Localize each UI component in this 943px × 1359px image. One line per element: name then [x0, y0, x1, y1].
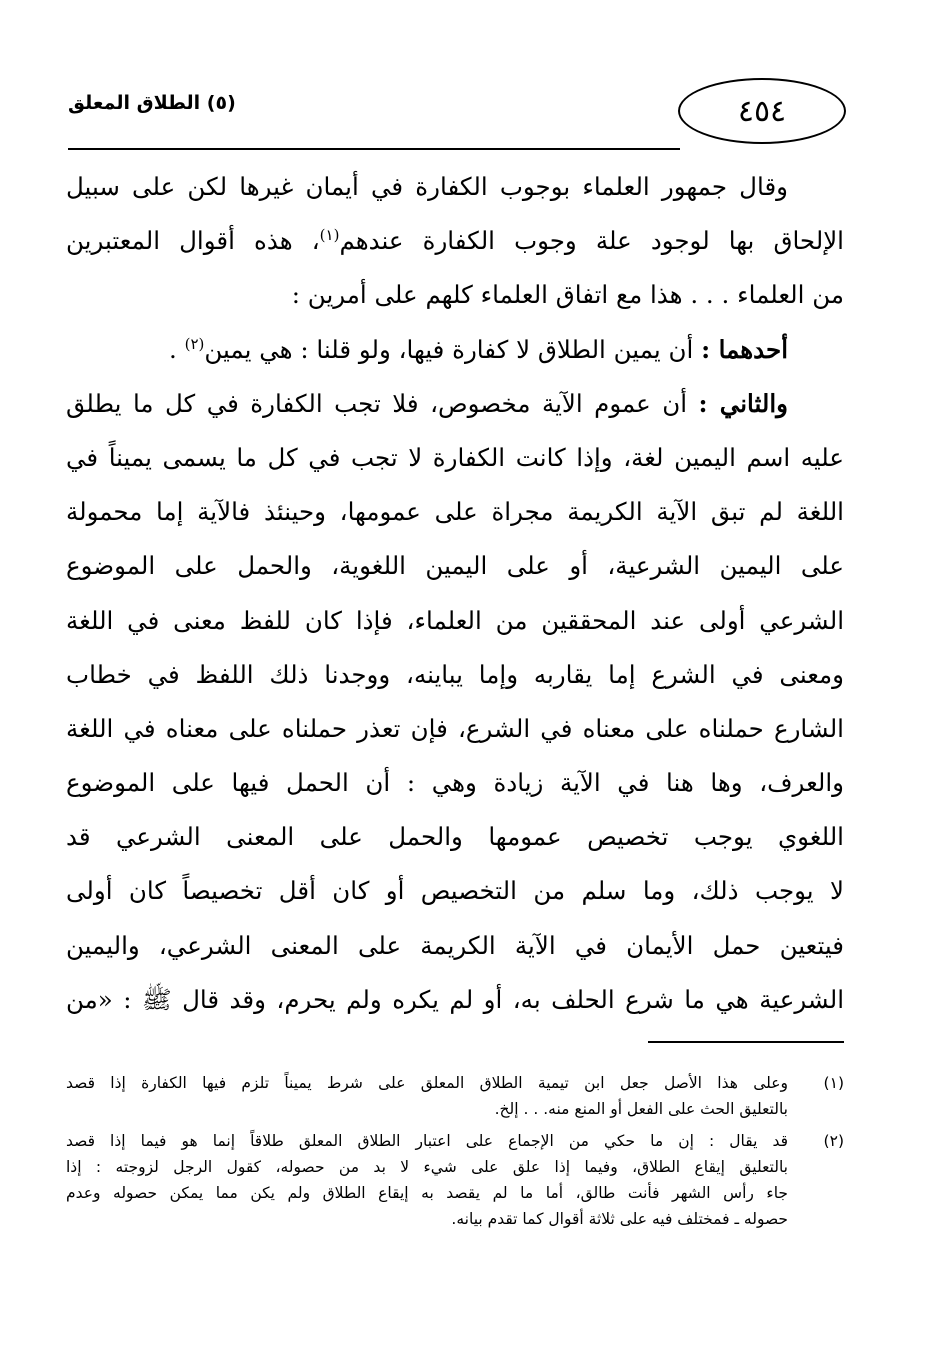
text-line: من العلماء . . . هذا مع اتفاق العلماء كلهم على أمرين :: [291, 280, 844, 310]
text-segment: .: [169, 334, 177, 364]
footnote-marker: (٢): [823, 1132, 844, 1150]
page-number-text: ٤٥٤: [737, 93, 787, 129]
text-line: فيتعين حمل الأيمان في الآية الكريمة على المعنى الشرعي، واليمين: [66, 930, 844, 960]
text-segment: الإلحاق بها لوجود علة وجوب الكفارة عندهم: [339, 226, 844, 256]
enumeration-lead: والثاني :: [698, 388, 788, 418]
text-line: [66, 214, 844, 268]
footnote-reference[interactable]: (٢): [184, 334, 205, 353]
footnote-line: قد يقال : إن ما حكي من الإجماع على اعتبار الطلاق المعلق طلاقاً إنما هو فيما إذا قصد: [66, 1132, 788, 1150]
text-line: وقال جمهور العلماء بوجوب الكفارة في أيمان غيرها لكن على سبيل: [66, 172, 788, 201]
text-segment: ، هذه أقوال المعتبرين: [66, 226, 320, 256]
footnote-separator: [648, 1041, 844, 1043]
text-line: الشارع حملناه على معناه في الشرع، فإن تعذر حملناه على معناه في اللغة: [66, 713, 844, 743]
footnote-1: [66, 1070, 844, 1122]
text-line: [66, 377, 844, 431]
text-line: والعرف، وها هنا في الآية زيادة وهي : أن الحمل فيها على الموضوع: [66, 768, 844, 798]
text-segment: أن يمين الطلاق لا كفارة فيها، ولو قلنا : هي يمين: [204, 334, 694, 364]
footnote-line: وعلى هذا الأصل جعل ابن تيمية الطلاق المعلق على شرط يميناً تلزم فيها الكفارة إذا قصد: [66, 1074, 788, 1092]
footnotes: [66, 1070, 844, 1238]
running-head: (٥) الطلاق المعلق: [68, 92, 236, 114]
page-header: [68, 62, 844, 152]
text-line: الشرعية هي ما شرع الحلف به، أو لم يكره ولم يحرم، وقد قال ﷺ : «من: [66, 984, 844, 1014]
footnote-marker: (١): [823, 1074, 844, 1092]
text-line: الشرعي أولى عند المحققين من العلماء، فإذا كان للفظ معنى في اللغة: [66, 605, 844, 635]
text-line: اللغة لم تبق الآية الكريمة مجراة على عمومها، وحينئذ فالآية إما محمولة: [66, 497, 844, 527]
text-line: على اليمين الشرعية، أو على اليمين اللغوية، والحمل على الموضوع: [66, 551, 844, 581]
text-line: لا يوجب ذلك، وما سلم من التخصيص أو كان أقل تخصيصاً كان أولى: [66, 876, 844, 906]
text-line: عليه اسم اليمين لغة، وإذا كانت الكفارة لا تجب في كل ما يسمى يميناً في: [66, 442, 844, 472]
footnote-line: بالتعليق إيقاع الطلاق، وفيما إذا علق على شيء لا بد من حصوله، كقول الرجل لزوجته : إذا: [66, 1158, 788, 1176]
text-line: ومعنى في الشرع إما يقاربه وإما يباينه، ووجدنا ذلك اللفظ في خطاب: [66, 659, 844, 689]
text-line: اللغوي يوجب تخصيص عمومها والحمل على المعنى الشرعي قد: [66, 822, 844, 852]
footnote-line: حصوله ـ فمختلف فيه على ثلاثة أقوال كما تقدم بيانه.: [451, 1210, 788, 1228]
footnote-2: [66, 1128, 844, 1232]
footnote-line: بالتعليق الحث على الفعل أو المنع منه. . . إلخ.: [494, 1100, 788, 1118]
footnote-reference[interactable]: (١): [319, 226, 340, 245]
header-rule: [68, 148, 680, 150]
text-segment: أن عموم الآية مخصوص، فلا تجب الكفارة في كل ما يطلق: [66, 388, 688, 418]
main-text: [66, 160, 844, 1027]
text-line: [66, 323, 844, 377]
footnote-line: جاء رأس الشهر فأنت طالق، أما ما لم يقصد به إيقاع الطلاق ولم يكن مما يمكن حصوله وعدم: [66, 1184, 788, 1202]
enumeration-lead: أحدهما :: [701, 334, 788, 364]
page-number: [678, 78, 846, 144]
